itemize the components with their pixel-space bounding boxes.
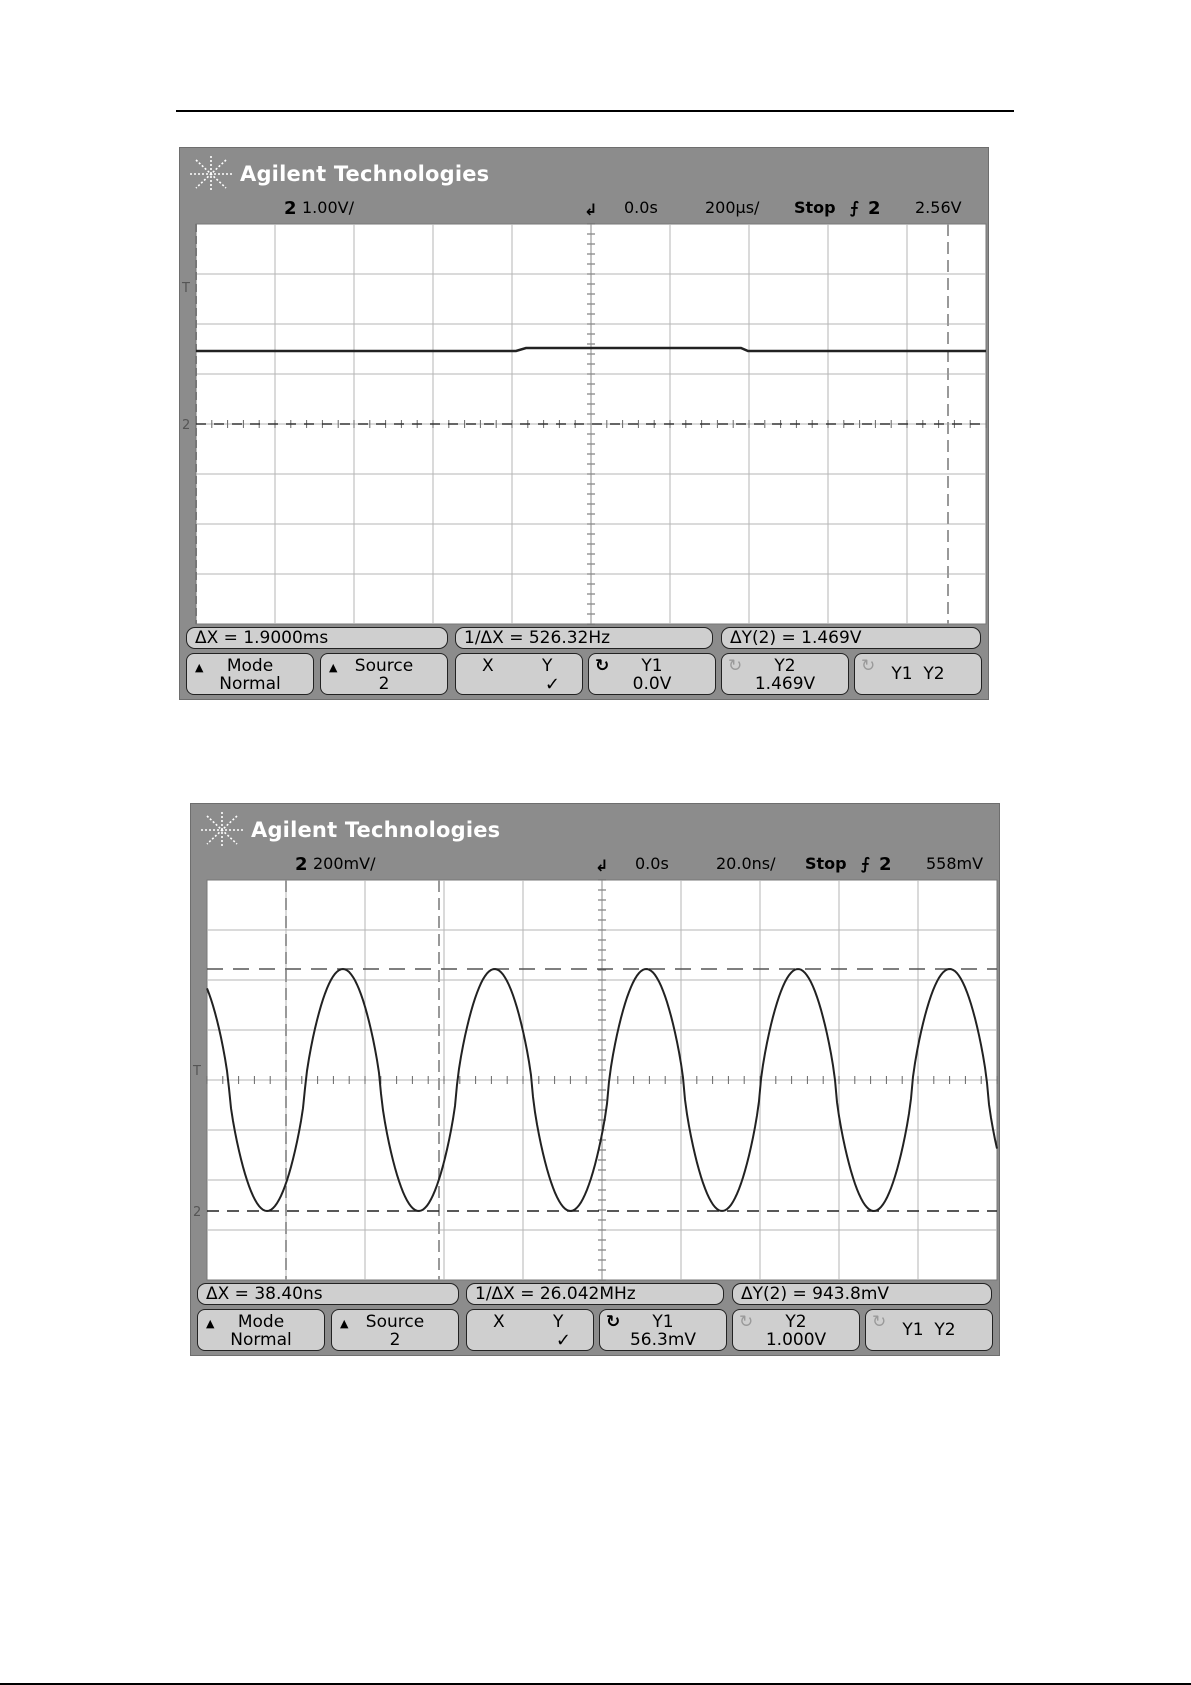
inverse-delta-x-readout: 1/ΔX = 526.32Hz bbox=[455, 627, 713, 649]
brand-header bbox=[199, 810, 500, 850]
y2-value: 1.469V bbox=[754, 674, 816, 694]
graticule bbox=[193, 880, 997, 1280]
y2-label: Y2 bbox=[785, 1312, 807, 1332]
menu-up-triangle-icon: ▲ bbox=[340, 1317, 349, 1330]
y1-label: Y1 bbox=[641, 656, 663, 676]
source-label: Source bbox=[365, 1312, 425, 1332]
header-rule bbox=[176, 110, 1014, 112]
trigger-channel: 2 bbox=[868, 198, 881, 219]
channel-number: 2 bbox=[284, 198, 297, 219]
trigger-position-icon: ↲ bbox=[584, 200, 598, 219]
y2-value: 1.000V bbox=[765, 1330, 827, 1350]
oscilloscope-screen-2 bbox=[190, 803, 1000, 1356]
y1-value: 56.3mV bbox=[629, 1330, 697, 1350]
volts-per-div: 200mV/ bbox=[313, 854, 376, 873]
inverse-delta-x-readout: 1/ΔX = 26.042MHz bbox=[466, 1283, 724, 1305]
run-state: Stop bbox=[805, 854, 847, 873]
y-label: Y bbox=[553, 1312, 564, 1332]
y1-softkey[interactable] bbox=[588, 653, 716, 695]
mode-softkey[interactable] bbox=[197, 1309, 325, 1351]
trigger-channel: 2 bbox=[879, 854, 892, 875]
entry-knob-icon: ↻ bbox=[861, 656, 876, 676]
source-value: 2 bbox=[389, 1330, 401, 1350]
volts-per-div: 1.00V/ bbox=[302, 198, 354, 217]
y1-y2-label: Y1 Y2 bbox=[891, 664, 945, 684]
entry-knob-icon: ↻ bbox=[728, 656, 743, 676]
checkmark-icon: ✓ bbox=[555, 1330, 571, 1351]
agilent-spark-logo-icon bbox=[199, 810, 245, 850]
mode-label: Mode bbox=[237, 1312, 285, 1332]
menu-up-triangle-icon: ▲ bbox=[206, 1317, 215, 1330]
source-label: Source bbox=[354, 656, 414, 676]
trigger-position-icon: ↲ bbox=[595, 856, 609, 875]
brand-header bbox=[188, 154, 489, 194]
xy-softkey[interactable] bbox=[466, 1309, 594, 1351]
status-bar bbox=[180, 198, 988, 220]
trigger-level: 558mV bbox=[926, 854, 984, 873]
mode-value: Normal bbox=[219, 674, 281, 694]
time-offset: 0.0s bbox=[624, 198, 658, 217]
oscilloscope-screen-1 bbox=[179, 147, 989, 700]
delta-y-readout: ΔY(2) = 943.8mV bbox=[732, 1283, 992, 1305]
agilent-spark-logo-icon bbox=[188, 154, 234, 194]
entry-knob-icon: ↻ bbox=[872, 1312, 887, 1332]
y1-label: Y1 bbox=[652, 1312, 674, 1332]
x-label: X bbox=[493, 1312, 505, 1332]
source-softkey[interactable] bbox=[331, 1309, 459, 1351]
trigger-level: 2.56V bbox=[915, 198, 962, 217]
y1-y2-softkey[interactable] bbox=[865, 1309, 993, 1351]
run-state: Stop bbox=[794, 198, 836, 217]
mode-label: Mode bbox=[226, 656, 274, 676]
brand-name: Agilent Technologies bbox=[251, 818, 501, 842]
trigger-level-marker: T bbox=[193, 1064, 201, 1079]
ground-marker: 2 bbox=[182, 418, 191, 433]
mode-value: Normal bbox=[230, 1330, 292, 1350]
y1-value: 0.0V bbox=[632, 674, 672, 694]
x-label: X bbox=[482, 656, 494, 676]
y1-y2-label: Y1 Y2 bbox=[902, 1320, 956, 1340]
falling-edge-icon: ⨍ bbox=[850, 198, 859, 217]
time-per-div: 20.0ns/ bbox=[716, 854, 776, 873]
delta-x-readout: ΔX = 1.9000ms bbox=[186, 627, 448, 649]
y1-softkey[interactable] bbox=[599, 1309, 727, 1351]
y1-y2-softkey[interactable] bbox=[854, 653, 982, 695]
graticule bbox=[182, 224, 986, 624]
menu-up-triangle-icon: ▲ bbox=[329, 661, 338, 674]
brand-name: Agilent Technologies bbox=[240, 162, 490, 186]
checkmark-icon: ✓ bbox=[544, 674, 560, 695]
delta-y-readout: ΔY(2) = 1.469V bbox=[721, 627, 981, 649]
y2-softkey[interactable] bbox=[732, 1309, 860, 1351]
y2-softkey[interactable] bbox=[721, 653, 849, 695]
mode-softkey[interactable] bbox=[186, 653, 314, 695]
source-value: 2 bbox=[378, 674, 390, 694]
time-offset: 0.0s bbox=[635, 854, 669, 873]
y2-label: Y2 bbox=[774, 656, 796, 676]
source-softkey[interactable] bbox=[320, 653, 448, 695]
channel-number: 2 bbox=[295, 854, 308, 875]
status-bar bbox=[191, 854, 999, 876]
trigger-level-marker: T bbox=[182, 281, 190, 296]
entry-knob-icon: ↻ bbox=[606, 1312, 621, 1332]
falling-edge-icon: ⨍ bbox=[861, 854, 870, 873]
entry-knob-icon: ↻ bbox=[595, 656, 610, 676]
time-per-div: 200µs/ bbox=[705, 198, 760, 217]
entry-knob-icon: ↻ bbox=[739, 1312, 754, 1332]
delta-x-readout: ΔX = 38.40ns bbox=[197, 1283, 459, 1305]
ground-marker: 2 bbox=[193, 1205, 202, 1220]
xy-softkey[interactable] bbox=[455, 653, 583, 695]
y-label: Y bbox=[542, 656, 553, 676]
menu-up-triangle-icon: ▲ bbox=[195, 661, 204, 674]
